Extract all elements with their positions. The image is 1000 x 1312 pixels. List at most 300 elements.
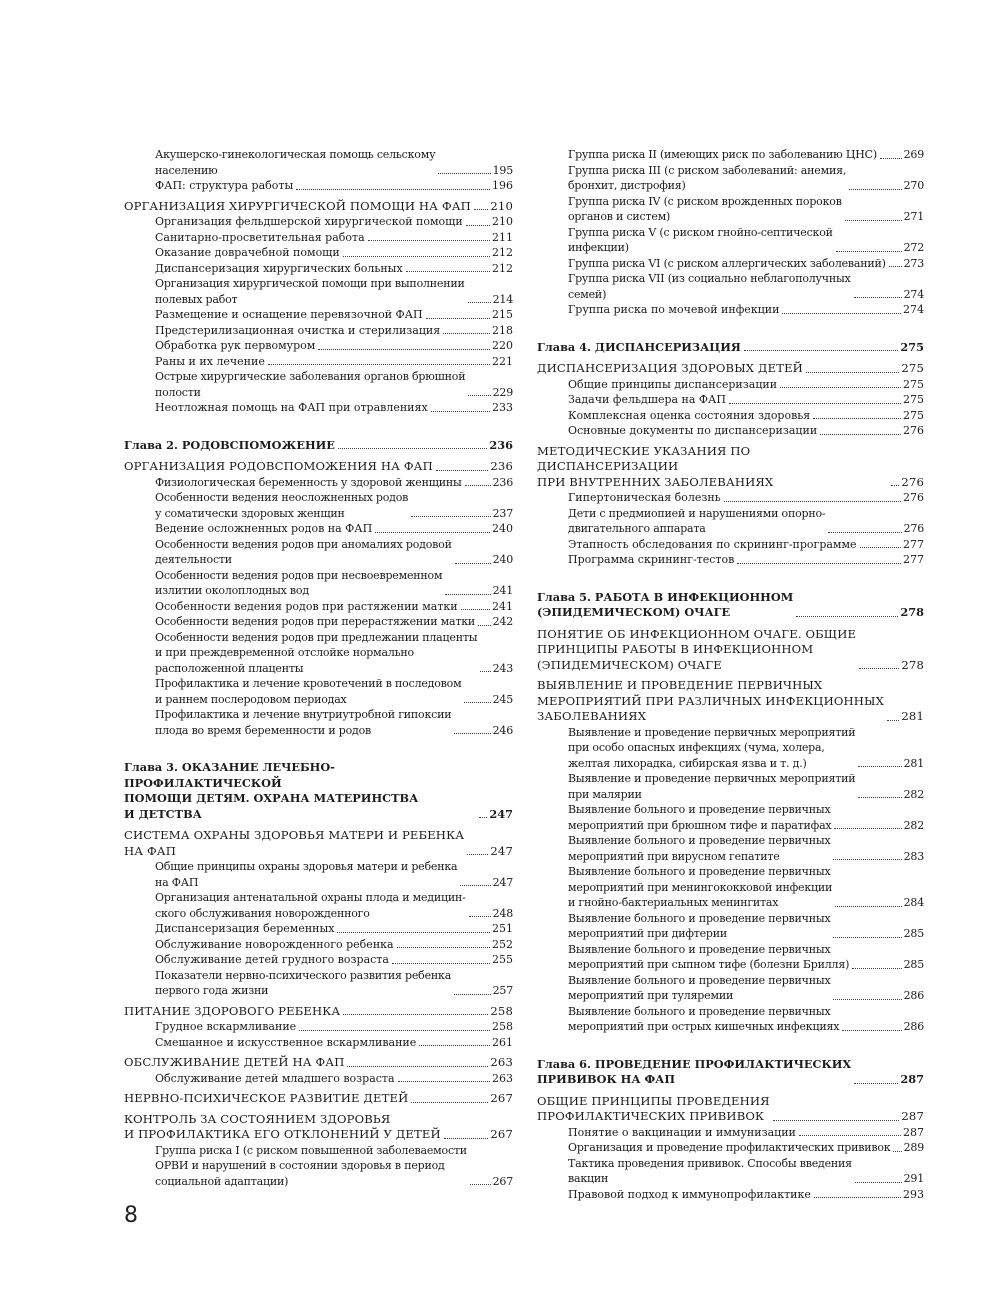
dot-leader (854, 1083, 898, 1084)
toc-chapter (537, 590, 924, 621)
toc-entry (568, 802, 924, 833)
dot-leader (782, 313, 901, 314)
toc-entry-title: Обслуживание новорожденного ребенка (155, 937, 394, 951)
toc-page-number: 275 (900, 339, 924, 354)
toc-entry (155, 369, 513, 400)
toc-page-number: 289 (903, 1141, 924, 1154)
toc-page-number: 276 (903, 424, 924, 437)
dot-leader (436, 470, 489, 471)
toc-page-number: 242 (492, 615, 513, 628)
toc-page-number: 291 (903, 1172, 924, 1185)
toc-page-number: 278 (900, 605, 924, 619)
toc-entry-title: Раны и их лечение (155, 354, 265, 368)
dot-leader (299, 1030, 490, 1031)
toc-entry-title: Выявление и проведение первичных мероприятий при особо опасных инфекциях (чума, холера, желтая лихорадка, сибирская язва и т. д.) (568, 725, 856, 770)
toc-entry-title: Организация антенатальной охраны плода и медицин- ского обслуживания новорожденного (155, 891, 466, 920)
toc-entry-title: Группа риска II (имеющих риск по заболеванию ЦНС) (568, 148, 877, 161)
toc-page-number: 212 (492, 246, 513, 259)
toc-entry (155, 521, 513, 537)
dot-leader (444, 1138, 489, 1139)
toc-entry-title: СИСТЕМА ОХРАНЫ ЗДОРОВЬЯ МАТЕРИ И РЕБЕНКА НА ФАП (124, 828, 465, 858)
dot-leader (392, 963, 490, 964)
dot-leader (806, 372, 899, 373)
toc-entry (155, 245, 513, 261)
toc-entry (568, 911, 924, 942)
dot-leader (833, 999, 901, 1000)
toc-entry (155, 475, 513, 491)
toc-page-number: 286 (903, 1020, 924, 1033)
toc-page-number: 275 (903, 408, 924, 422)
toc-entry (155, 599, 513, 615)
toc-page-number: 275 (901, 361, 924, 375)
toc-entry-title: ВЫЯВЛЕНИЕ И ПРОВЕДЕНИЕ ПЕРВИЧНЫХ МЕРОПРИЯТИЙ ПРИ РАЗЛИЧНЫХ ИНФЕКЦИОННЫХ ЗАБОЛЕВАНИЯХ (537, 678, 884, 723)
toc-entry-title: Выявление больного и проведение первичных мероприятий при дифтерии (568, 911, 831, 940)
toc-page-number: 263 (492, 1071, 513, 1085)
toc-entry-title: Выявление и проведение первичных мероприятий при малярии (568, 772, 856, 801)
dot-leader (461, 609, 490, 610)
dot-leader (845, 220, 902, 221)
toc-entry (568, 1156, 924, 1187)
toc-entry-title: Острые хирургические заболевания органов брюшной полости (155, 370, 466, 399)
toc-page-number: 281 (903, 756, 924, 770)
dot-leader (460, 885, 490, 886)
toc-entry (568, 1125, 924, 1141)
toc-page-number: 287 (900, 1072, 924, 1086)
dot-leader (855, 1182, 902, 1183)
toc-entry-title: Организация фельдшерской хирургической помощи (155, 215, 463, 228)
toc-entry-title: Глава 4. ДИСПАНСЕРИЗАЦИЯ (537, 339, 741, 354)
toc-entry-title: ОБСЛУЖИВАНИЕ ДЕТЕЙ НА ФАП (124, 1055, 345, 1069)
toc-page-number: 267 (492, 1174, 513, 1188)
toc-entry (155, 630, 513, 677)
toc-entry (568, 725, 924, 772)
toc-page-number: 267 (490, 1091, 513, 1105)
toc-entry-title: Обработка рук первомуром (155, 339, 316, 352)
dot-leader (445, 594, 490, 595)
toc-page-number: 196 (492, 179, 513, 192)
toc-page-number: 283 (903, 849, 924, 863)
toc-entry-title: ОБЩИЕ ПРИНЦИПЫ ПРОВЕДЕНИЯ ПРОФИЛАКТИЧЕСКИХ ПРИВИВОК (537, 1093, 770, 1123)
dot-leader (858, 797, 901, 798)
toc-entry (155, 859, 513, 890)
toc-page-number: 286 (903, 989, 924, 1002)
dot-leader (796, 616, 898, 617)
toc-entry (155, 400, 513, 416)
toc-entry (568, 1187, 924, 1203)
toc-page-number: 276 (901, 474, 924, 489)
toc-page-number: 277 (903, 553, 924, 566)
toc-entry (155, 1143, 513, 1190)
toc-entry-title: Задачи фельдшера на ФАП (568, 393, 726, 406)
toc-entry (568, 147, 924, 163)
toc-entry-title: Профилактика и лечение кровотечений в последовом и раннем послеродовом периодах (155, 677, 462, 706)
toc-page-number: 195 (492, 163, 513, 177)
toc-page-number: 257 (492, 984, 513, 997)
toc-entry-title: ПИТАНИЕ ЗДОРОВОГО РЕБЕНКА (124, 1003, 341, 1018)
toc-entry (155, 614, 513, 630)
toc-entry (155, 952, 513, 968)
toc-page-number: 210 (492, 215, 513, 228)
toc-section (124, 1055, 513, 1071)
toc-entry-title: Группа риска VII (из социально неблагополучных семей) (568, 272, 851, 301)
dot-leader (836, 251, 902, 252)
toc-entry-title: Основные документы по диспансеризации (568, 424, 818, 437)
toc-entry-title: Обслуживание детей младшего возраста (155, 1071, 395, 1085)
toc-page-number: 251 (492, 922, 513, 935)
toc-entry-title: Группа риска VI (с риском аллергических заболеваний) (568, 256, 886, 270)
toc-page-number: 274 (903, 287, 924, 301)
toc-entry (568, 490, 924, 506)
toc-page-number: 218 (492, 323, 513, 337)
toc-page-number: 243 (492, 661, 513, 675)
toc-entry-title: Дети с предмиопией и нарушениями опорно- двигательного аппарата (568, 506, 826, 535)
toc-entry (155, 261, 513, 277)
toc-entry (155, 214, 513, 230)
toc-entry (568, 1140, 924, 1156)
dot-leader (318, 349, 490, 350)
dot-leader (296, 189, 490, 190)
toc-entry-title: Группа риска IV (с риском врожденных пороков органов и систем) (568, 194, 842, 223)
toc-entry (155, 147, 513, 178)
toc-entry (155, 307, 513, 323)
toc-entry (155, 354, 513, 370)
dot-leader (411, 1102, 488, 1103)
toc-entry (155, 276, 513, 307)
toc-entry-title: Выявление больного и проведение первичных мероприятий при сыпном тифе (болезни Брилля) (568, 942, 850, 971)
toc-page-number: 284 (903, 896, 924, 909)
toc-page-number: 240 (492, 522, 513, 535)
dot-leader (470, 1184, 491, 1185)
toc-page-number: 236 (492, 475, 513, 489)
toc-entry (568, 537, 924, 553)
toc-entry-title: НЕРВНО-ПСИХИЧЕСКОЕ РАЗВИТИЕ ДЕТЕЙ (124, 1091, 409, 1105)
toc-page-number: 263 (490, 1055, 513, 1069)
toc-entry (155, 338, 513, 354)
dot-leader (835, 906, 901, 907)
toc-entry (155, 1019, 513, 1035)
toc-page-number: 261 (492, 1035, 513, 1049)
toc-entry (155, 537, 513, 568)
toc-entry-title: Особенности ведения родов при перерастяжении матки (155, 615, 476, 628)
dot-leader (454, 733, 490, 734)
dot-leader (893, 1151, 901, 1152)
dot-leader (468, 302, 491, 303)
toc-entry (155, 968, 513, 999)
toc-entry-title: КОНТРОЛЬ ЗА СОСТОЯНИЕМ ЗДОРОВЬЯ И ПРОФИЛАКТИКА ЕГО ОТКЛОНЕНИЙ У ДЕТЕЙ (124, 1111, 441, 1141)
toc-entry-title: Особенности ведения родов при предлежании плаценты и при преждевременной отслойке нормально расположенной плаценты (155, 630, 478, 675)
toc-section (537, 678, 924, 725)
toc-entry-title: Общие принципы диспансеризации (568, 377, 778, 391)
dot-leader (478, 625, 491, 626)
toc-entry-title: Диспансеризация беременных (155, 922, 335, 935)
toc-entry-title: Гипертоническая болезнь (568, 491, 721, 504)
toc-page-number: 210 (490, 198, 513, 213)
toc-entry-title: Выявление больного и проведение первичных мероприятий при вирусном гепатите (568, 834, 831, 863)
dot-leader (375, 532, 490, 533)
toc-page-number: 271 (903, 210, 924, 223)
toc-section (537, 361, 924, 377)
dot-leader (834, 828, 901, 829)
toc-entry (155, 568, 513, 599)
dot-leader (744, 350, 899, 351)
toc-page-number: 277 (903, 537, 924, 551)
toc-entry (155, 178, 513, 194)
dot-leader (773, 1120, 900, 1121)
toc-entry-title: Общие принципы охраны здоровья матери и ребенка на ФАП (155, 860, 458, 889)
toc-page-number: 269 (903, 148, 924, 161)
dot-leader (858, 766, 901, 767)
toc-entry-title: Группа риска V (с риском гнойно-септической инфекции) (568, 225, 833, 254)
toc-page-number: 246 (492, 723, 513, 737)
dot-leader (833, 937, 901, 938)
toc-entry-title: Особенности ведения родов при растяжении матки (155, 599, 458, 613)
toc-entry (568, 973, 924, 1004)
toc-section (537, 627, 924, 674)
toc-entry-title: МЕТОДИЧЕСКИЕ УКАЗАНИЯ ПО ДИСПАНСЕРИЗАЦИИ ПРИ ВНУТРЕННИХ ЗАБОЛЕВАНИЯХ (537, 443, 774, 489)
toc-entry (568, 194, 924, 225)
toc-entry-title: Выявление больного и проведение первичных мероприятий при брюшном тифе и паратифах (568, 803, 832, 832)
toc-entry-title: Физиологическая беременность у здоровой женщины (155, 475, 462, 489)
toc-entry (568, 377, 924, 393)
toc-page-number: 293 (903, 1187, 924, 1201)
toc-page-number: 212 (492, 261, 513, 275)
dot-leader (842, 1030, 901, 1031)
toc-entry (568, 506, 924, 537)
toc-entry (568, 864, 924, 911)
toc-entry-title: Этапность обследования по скрининг-программе (568, 537, 857, 551)
toc-chapter (124, 438, 513, 454)
toc-page-number: 248 (492, 906, 513, 920)
toc-left-column (124, 147, 513, 1189)
toc-entry-title: ФАП: структура работы (155, 179, 294, 192)
toc-page-number: 282 (903, 818, 924, 832)
toc-page-number: 211 (492, 230, 513, 244)
dot-leader (814, 1197, 901, 1198)
toc-page-number: 221 (492, 354, 513, 368)
toc-page-number: 273 (903, 256, 924, 270)
dot-leader (820, 434, 901, 435)
dot-leader (347, 1066, 488, 1067)
toc-section (124, 828, 513, 859)
toc-page-number: 236 (490, 459, 513, 473)
toc-entry-title: Глава 2. РОДОВСПОМОЖЕНИЕ (124, 437, 335, 452)
dot-leader (891, 485, 899, 486)
toc-page-number: 285 (903, 958, 924, 971)
dot-leader (397, 947, 490, 948)
dot-leader (337, 932, 490, 933)
toc-entry-title: Особенности ведения родов при несвоевременном излитии околоплодных вод (155, 568, 443, 597)
toc-page-number: 275 (903, 377, 924, 391)
toc-entry (568, 423, 924, 439)
toc-entry-title: Показатели нервно-психического развития ребенка первого года жизни (155, 968, 452, 997)
toc-right-column (537, 147, 924, 1202)
toc-page-number: 267 (490, 1127, 513, 1141)
toc-page-number: 247 (492, 875, 513, 889)
dot-leader (464, 702, 490, 703)
toc-entry-title: Неотложная помощь на ФАП при отравлениях (155, 401, 428, 414)
toc-entry (568, 771, 924, 802)
toc-entry-title: Тактика проведения прививок. Способы введения вакцин (568, 1156, 852, 1185)
toc-entry-title: ПОНЯТИЕ ОБ ИНФЕКЦИОННОМ ОЧАГЕ. ОБЩИЕ ПРИНЦИПЫ РАБОТЫ В ИНФЕКЦИОННОМ (ЭПИДЕМИЧЕСКОМ) ОЧАГЕ (537, 626, 857, 672)
toc-entry-title: Организация и проведение профилактических прививок (568, 1141, 891, 1154)
toc-entry (568, 942, 924, 973)
dot-leader (859, 668, 899, 669)
toc-entry-title: Глава 3. ОКАЗАНИЕ ЛЕЧЕБНО-ПРОФИЛАКТИЧЕСКОЙ ПОМОЩИ ДЕТЯМ. ОХРАНА МАТЕРИНСТВА И ДЕТСТВА (124, 760, 419, 821)
toc-entry-title: Выявление больного и проведение первичных мероприятий при острых кишечных инфекциях (568, 1004, 840, 1033)
toc-entry-title: Предстерилизационная очистка и стерилизация (155, 323, 441, 337)
dot-leader (406, 271, 490, 272)
dot-leader (419, 1045, 490, 1046)
toc-entry-title: Особенности ведения неосложненных родов у соматически здоровых женщин (155, 491, 409, 520)
toc-page-number: 255 (492, 953, 513, 966)
toc-entry (155, 921, 513, 937)
toc-entry-title: Акушерско-гинекологическая помощь сельскому населению (155, 148, 436, 177)
toc-entry-title: Программа скрининг-тестов (568, 553, 735, 566)
dot-leader (443, 333, 490, 334)
dot-leader (849, 189, 901, 190)
toc-entry (568, 302, 924, 318)
toc-entry-title: Особенности ведения родов при аномалиях родовой деятельности (155, 537, 452, 566)
toc-page-number: 276 (903, 491, 924, 504)
toc-entry-title: Санитарно-просветительная работа (155, 230, 365, 244)
dot-leader (466, 225, 490, 226)
dot-leader (343, 1014, 488, 1015)
toc-entry (568, 408, 924, 424)
toc-chapter (537, 1057, 924, 1088)
toc-entry-title: Глава 6. ПРОВЕДЕНИЕ ПРОФИЛАКТИЧЕСКИХ ПРИВИВОК НА ФАП (537, 1056, 852, 1086)
toc-section (537, 444, 924, 491)
toc-page-number: 237 (492, 506, 513, 520)
dot-leader (468, 395, 490, 396)
dot-leader (889, 266, 902, 267)
toc-page-number: 274 (903, 303, 924, 316)
toc-entry-title: Группа риска III (с риском заболеваний: анемия, бронхит, дистрофия) (568, 163, 847, 192)
toc-entry-title: Выявление больного и проведение первичных мероприятий при туляремии (568, 973, 831, 1002)
dot-leader (454, 994, 491, 995)
dot-leader (469, 916, 491, 917)
toc-section (124, 1112, 513, 1143)
toc-entry (155, 323, 513, 339)
toc-entry-title: Ведение осложненных родов на ФАП (155, 522, 373, 535)
dot-leader (438, 173, 490, 174)
dot-leader (268, 364, 490, 365)
toc-entry-title: Комплексная оценка состояния здоровья (568, 408, 811, 422)
dot-leader (398, 1081, 490, 1082)
toc-page-number: 275 (903, 393, 924, 406)
toc-section (124, 1004, 513, 1020)
toc-page-number: 287 (901, 1109, 924, 1123)
toc-section (124, 199, 513, 215)
toc-page-number: 233 (492, 401, 513, 414)
dot-leader (467, 854, 488, 855)
dot-leader (729, 403, 901, 404)
dot-leader (368, 240, 490, 241)
toc-page-number: 272 (903, 241, 924, 254)
dot-leader (887, 720, 899, 721)
toc-entry-title: Группа риска I (с риском повышенной заболеваемости ОРВИ и нарушений в состоянии здоровья в период социальной адаптации) (155, 1143, 467, 1188)
toc-page-number: 215 (492, 308, 513, 321)
dot-leader (724, 501, 901, 502)
toc-entry (568, 552, 924, 568)
toc-entry-title: ДИСПАНСЕРИЗАЦИЯ ЗДОРОВЫХ ДЕТЕЙ (537, 361, 803, 375)
dot-leader (411, 516, 490, 517)
toc-entry (155, 1071, 513, 1087)
toc-entry-title: Выявление больного и проведение первичных мероприятий при менингококковой инфекции и гнойно-бактериальных менингитах (568, 865, 833, 909)
toc-chapter (537, 340, 924, 356)
toc-entry-title: Группа риска по мочевой инфекции (568, 303, 780, 316)
dot-leader (479, 817, 487, 818)
toc-entry (568, 163, 924, 194)
toc-entry-title: Размещение и оснащение перевязочной ФАП (155, 308, 423, 321)
toc-entry (155, 937, 513, 953)
toc-entry-title: Глава 5. РАБОТА В ИНФЕКЦИОННОМ (ЭПИДЕМИЧЕСКОМ) ОЧАГЕ (537, 589, 794, 619)
dot-leader (852, 968, 901, 969)
dot-leader (854, 297, 902, 298)
toc-section (124, 1091, 513, 1107)
toc-entry-title: Правовой подход к иммунопрофилактике (568, 1187, 811, 1201)
toc-entry-title: ОРГАНИЗАЦИЯ РОДОВСПОМОЖЕНИЯ НА ФАП (124, 459, 433, 473)
toc-page-number: 282 (903, 787, 924, 801)
dot-leader (780, 387, 901, 388)
toc-entry (568, 833, 924, 864)
toc-entry (155, 230, 513, 246)
toc-page-number: 247 (490, 843, 513, 858)
toc-page-number: 241 (492, 584, 513, 597)
dot-leader (343, 256, 490, 257)
toc-page-number: 278 (901, 657, 924, 672)
dot-leader (828, 532, 901, 533)
dot-leader (880, 158, 902, 159)
dot-leader (737, 563, 901, 564)
toc-page-number: 285 (903, 927, 924, 940)
toc-entry-title: Смешанное и искусственное вскармливание (155, 1035, 417, 1049)
toc-entry (155, 1035, 513, 1051)
toc-entry (155, 490, 513, 521)
toc-entry-title: Грудное вскармливание (155, 1020, 297, 1033)
toc-entry (568, 256, 924, 272)
toc-entry-title: Диспансеризация хирургических больных (155, 261, 403, 275)
toc-page-number: 220 (492, 339, 513, 352)
dot-leader (480, 671, 490, 672)
toc-entry (568, 1004, 924, 1035)
toc-page-number: 229 (492, 385, 513, 399)
dot-leader (813, 418, 901, 419)
toc-entry (568, 392, 924, 408)
toc-page-number: 258 (492, 1020, 513, 1033)
toc-page-number: 236 (489, 437, 513, 452)
toc-entry-title: Профилактика и лечение внутриутробной гипоксии плода во время беременности и родов (155, 708, 452, 737)
toc-page-number: 247 (489, 806, 513, 821)
dot-leader (338, 448, 487, 449)
dot-leader (426, 318, 490, 319)
toc-entry (568, 271, 924, 302)
toc-entry-title: Обслуживание детей грудного возраста (155, 953, 389, 966)
dot-leader (474, 209, 488, 210)
dot-leader (465, 485, 491, 486)
dot-leader (455, 563, 491, 564)
toc-entry (155, 676, 513, 707)
dot-leader (833, 859, 901, 860)
toc-page-number: 281 (901, 709, 924, 723)
toc-entry-title: Организация хирургической помощи при выполнении полевых работ (155, 277, 465, 306)
toc-page-number: 241 (492, 599, 513, 613)
toc-page-number: 270 (903, 179, 924, 192)
toc-section (124, 459, 513, 475)
toc-entry (155, 890, 513, 921)
toc-page-number: 276 (903, 522, 924, 535)
toc-entry-title: Оказание доврачебной помощи (155, 246, 340, 259)
dot-leader (431, 411, 490, 412)
